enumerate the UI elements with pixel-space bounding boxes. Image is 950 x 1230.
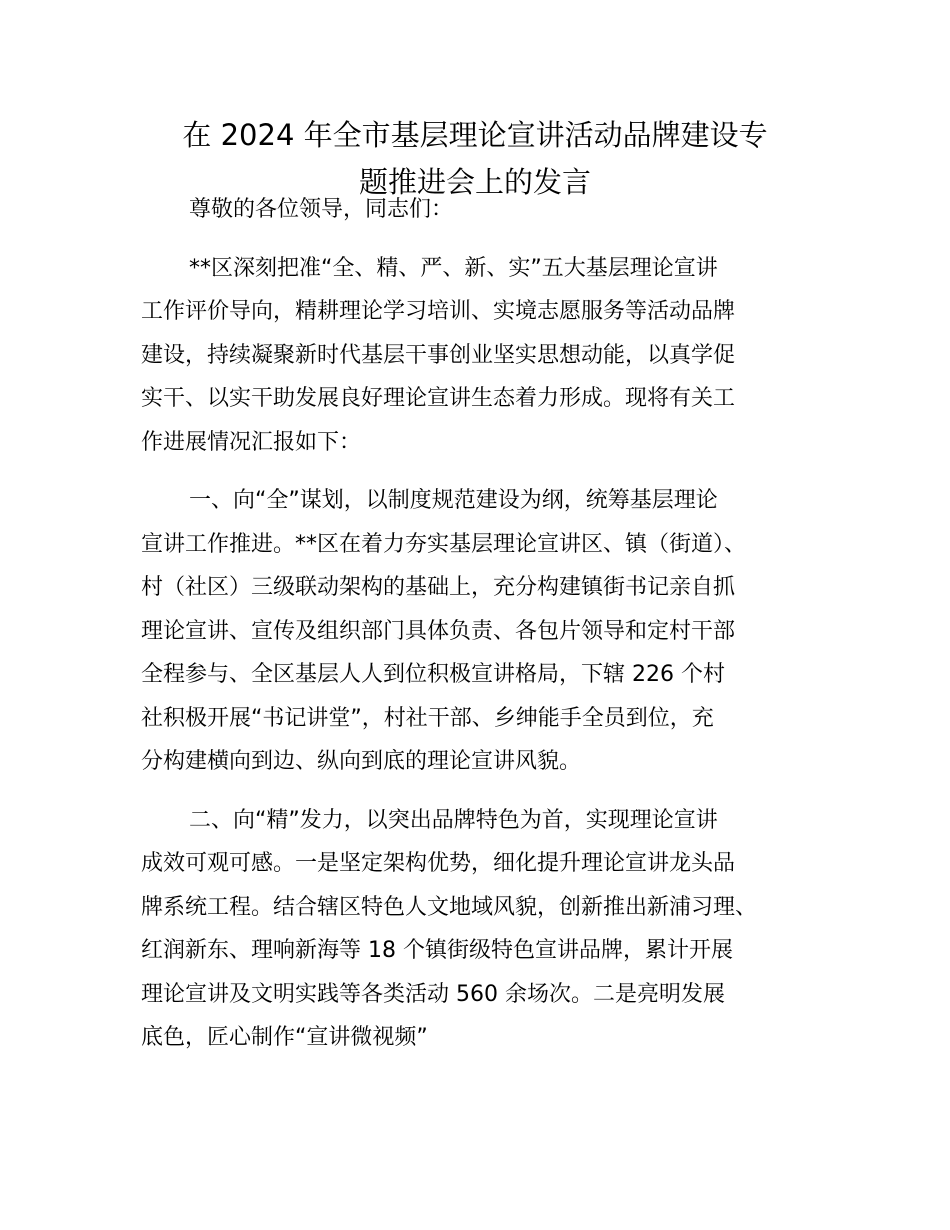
text-line: 理论宣讲、宣传及组织部门具体负责、各包片领导和定村干部 xyxy=(141,618,736,644)
paragraph-intro xyxy=(141,247,821,465)
text-line: 底色，匠心制作“宣讲微视频” xyxy=(141,1025,428,1050)
text-line: 一、向“全”谋划，以制度规范建设为纲，统筹基层理论 xyxy=(189,488,718,513)
paragraph-section-1 xyxy=(141,479,821,784)
text-line: 全程参与、全区基层人人到位积极宣讲格局，下辖 226 个村 xyxy=(141,662,725,687)
greeting xyxy=(141,188,821,232)
text-line: 分构建横向到边、纵向到底的理论宣讲风貌。 xyxy=(141,749,582,774)
title-line-1: 在 2024 年全市基层理论宣讲活动品牌建设专 xyxy=(182,118,768,152)
text-line: 作进展情况汇报如下： xyxy=(141,429,362,455)
text-line: 二、向“精”发力，以突出品牌特色为首，实现理论宣讲 xyxy=(189,807,718,833)
title-line-2: 题推进会上的发言 xyxy=(358,165,591,199)
document-body xyxy=(141,188,821,1075)
text-line: 村（社区）三级联动架构的基础上，充分构建镇街书记亲自抓 xyxy=(141,575,736,600)
text-line: **区深刻把准“全、精、严、新、实”五大基层理论宣讲 xyxy=(189,255,718,281)
text-line: 工作评价导向，精耕理论学习培训、实境志愿服务等活动品牌 xyxy=(141,299,736,324)
text-line: 理论宣讲及文明实践等各类活动 560 余场次。二是亮明发展 xyxy=(141,981,725,1007)
text-line: 实干、以实干助发展良好理论宣讲生态着力形成。现将有关工 xyxy=(141,386,736,411)
text-line: 成效可观可感。一是坚定架构优势，细化提升理论宣讲龙头品 xyxy=(141,851,736,876)
greeting-line: 尊敬的各位领导，同志们： xyxy=(189,197,454,222)
text-line: 宣讲工作推进。**区在着力夯实基层理论宣讲区、镇（街道）、 xyxy=(141,531,747,557)
text-line: 社积极开展“书记讲堂”，村社干部、乡绅能手全员到位，充 xyxy=(141,705,714,731)
paragraph-section-2 xyxy=(141,799,821,1060)
text-line: 红润新东、理响新海等 18 个镇街级特色宣讲品牌，累计开展 xyxy=(141,938,733,963)
text-line: 建设，持续凝聚新时代基层干事创业坚实思想动能，以真学促 xyxy=(141,342,736,368)
text-line: 牌系统工程。结合辖区特色人文地域风貌，创新推出新浦习理、 xyxy=(141,894,758,920)
